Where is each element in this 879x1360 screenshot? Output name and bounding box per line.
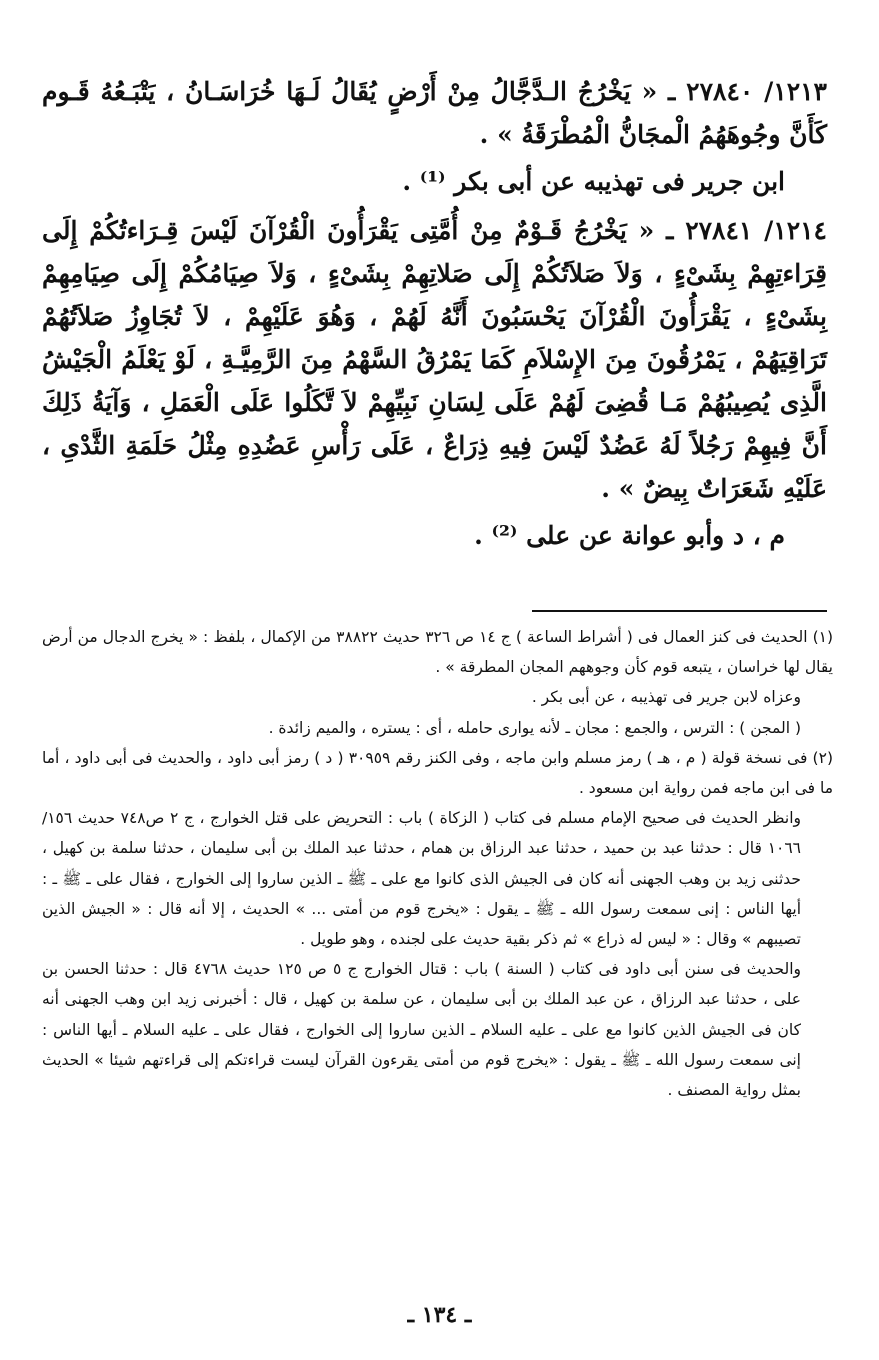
- hadith-source: ابن جرير فى تهذيبه عن أبى بكر ⁽¹⁾ .: [402, 167, 785, 196]
- hadith-number: ١٢١٣/ ٢٧٨٤٠ ـ: [668, 77, 827, 106]
- hadith-number: ١٢١٤/ ٢٧٨٤١ ـ: [666, 216, 827, 245]
- footnote-paragraph: وعزاه لابن جرير فى تهذيبه ، عن أبى بكر .: [531, 688, 801, 707]
- hadith-2: [42, 209, 827, 510]
- footnote-paragraph: وانظر الحديث فى صحيح الإمام مسلم فى كتاب ( الزكاة ) باب : التحريض على قتل الخوارج ، ج ٢ ص٧٤٨ حديث ١٥٦/ ١٠٦٦ قال : حدثنا عبد بن حميد ، حدثنا عبد الرزاق بن همام ، حدثنا عبد الملك بن أبى سليمان ، حدثنا سلمة بن كهيل ، حدثنى زيد بن وهب الجهنى أنه كان فى الجيش الذى كانوا مع على ـ ﷺ ـ الذين ساروا إلى الخوارج ، فقال على ـ ﷺ ـ : أيها الناس : إنى سمعت رسول الله ـ ﷺ ـ يقول : «يخرج قوم من أمتى ... » الحديث ، إلا أنه قال : « الجيش الذين تصيبهم » وقال : « ليس له ذراع » ثم ذكر بقية حديث على لجنده ، وهو طويل .: [42, 809, 802, 949]
- footnote-paragraph: ( المجن ) : الترس ، والجمع : مجان ـ لأنه يوارى حامله ، أى : يستره ، والميم زائدة .: [268, 718, 801, 737]
- hadith-source: م ، د وأبو عوانة عن على ⁽²⁾ .: [474, 521, 785, 550]
- footnote-paragraph: والحديث فى سنن أبى داود فى كتاب ( السنة ) باب : قتال الخوارج ج ٥ ص ١٢٥ حديث ٤٧٦٨ قال : حدثنا الحسن بن على ، حدثنا عبد الرزاق ، عن عبد الملك بن أبى سليمان ، عن سلمة بن كهيل ، قال : أخبرنى زيد ابن وهب الجهنى أنه كان فى الجيش الذين كانوا مع على ـ عليه السلام ـ الذين ساروا إلى الخوارج ، فقال على ـ عليه السلام ـ أيها الناس : إنى سمعت رسول الله ـ ﷺ ـ يقول : «يخرج قوم من أمتى يقرءون القرآن ليست قراءتكم إلى قراءتهم شيئا » الحديث بمثل رواية المصنف .: [42, 960, 801, 1100]
- footnote-divider: [532, 610, 827, 612]
- hadith-text: « يَخْرُجُ الـدَّجَّالُ مِنْ أَرْضٍ يُقَالُ لَـهَا خُرَاسَـانُ ، يَتْبَـعُهُ قَـوم كَأَنَّ وجُوهَهُمُ الْمجَانُّ الْمُطْرَقَةُ » .: [42, 77, 827, 149]
- page-number: ـ ١٣٤ ـ: [407, 1302, 472, 1328]
- hadith-text: « يَخْرُجُ قَـوْمٌ مِنْ أُمَّتِى يَقْرَأُونَ الْقُرْآنَ لَيْسَ قِـرَاءتُكُمْ إِلَى قِرَاءتِهِمْ بِشَىْءٍ ، وَلاَ صَلاَتُكُمْ إِلَى صَلاتِهِمْ بِشَىْءٍ ، وَلاَ صِيَامُكُمْ إِلَى صِيَامِهِمْ بِشَىْءٍ ، يَقْرَأُونَ الْقُرْآنَ يَحْسَبُونَ أَنَّهُ لَهُمْ ، وَهُوَ عَلَيْهِمْ ، لاَ تُجَاوِزُ صَلاَتُهُمْ تَرَاقِيَهُمْ ، يَمْرُقُونَ مِنَ الإِسْلاَمِ كَمَا يَمْرُقُ السَّهْمُ مِنَ الرَّمِيَّـةِ ، لَوْ يَعْلَمُ الْجَيْشُ الَّذِى يُصِيبُهُمْ مَـا قُضِىَ لَهُمْ عَلَى لِسَانِ نَبِيِّهِمْ لاَ تَّكَلُوا عَلَى الْعَمَلِ ، وَآيَةُ ذَلِكَ أَنَّ فِيهِمْ رَجُلاً لَهُ عَضُدٌ لَيْسَ فِيهِ ذِرَاعٌ ، عَلَى رَأْسِ عَضُدِهِ مِثْلُ حَلَمَةِ الثَّدْىِ ، عَلَيْهِ شَعَرَاتٌ بِيضٌ » .: [42, 216, 827, 503]
- footnote-2: (٢) فى نسخة قولة ( م ، هـ ) رمز مسلم وابن ماجه ، وفى الكنز رقم ٣٠٩٥٩ ( د ) رمز أبى داود ، والحديث فى أبى داود ، أما ما فى ابن ماجه فمن رواية ابن مسعود .: [42, 748, 833, 798]
- footnote-1: (١) الحديث فى كنز العمال فى ( أشراط الساعة ) ج ١٤ ص ٣٢٦ حديث ٣٨٨٢٢ من الإكمال ، بلفظ : « يخرج الدجال من أرض يقال لها خراسان ، يتبعه قوم كأن وجوههم المجان المطرقة » .: [42, 628, 834, 677]
- main-text: [42, 70, 827, 563]
- hadith-1: [42, 70, 827, 156]
- footnotes: [42, 622, 833, 1105]
